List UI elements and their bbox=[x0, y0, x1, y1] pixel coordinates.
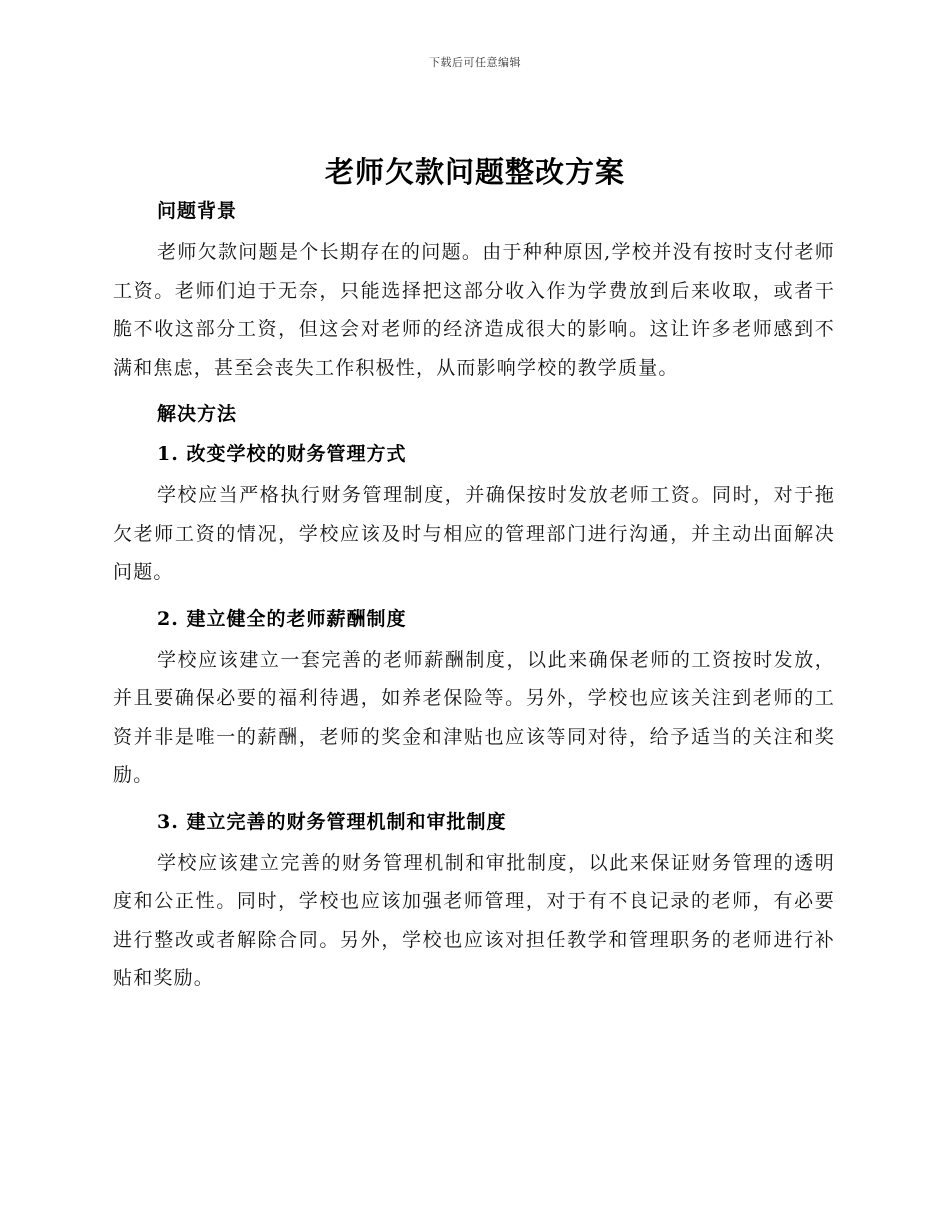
section-heading: 问题背景 bbox=[157, 200, 238, 222]
section-paragraph: 学校应该建立一套完善的老师薪酬制度，以此来确保老师的工资按时发放，并且要确保必要的福利待遇，如养老保险等。另外，学校也应该关注到老师的工资并非是唯一的薪酬，老师的奖金和津贴也应该等同对待，给予适当的关注和奖励。 bbox=[113, 648, 835, 786]
section-solution-3 bbox=[113, 804, 835, 998]
document-title: 老师欠款问题整改方案 bbox=[324, 155, 625, 189]
section-heading: 2. 建立健全的老师薪酬制度 bbox=[157, 607, 407, 630]
section-heading: 3. 建立完善的财务管理机制和审批制度 bbox=[157, 810, 507, 833]
page-header-note: 下载后可任意编辑 bbox=[429, 56, 521, 69]
section-solution-2 bbox=[113, 601, 835, 804]
section-paragraph: 老师欠款问题是个长期存在的问题。由于种种原因,学校并没有按时支付老师工资。老师们迫于无奈，只能选择把这部分收入作为学费放到后来收取，或者干脆不收这部分工资，但这会对老师的经济造成很大的影响。这让许多老师感到不满和焦虑，甚至会丧失工作积极性，从而影响学校的教学质量。 bbox=[113, 241, 835, 379]
section-paragraph: 学校应该建立完善的财务管理机制和审批制度，以此来保证财务管理的透明度和公正性。同时，学校也应该加强老师管理，对于有不良记录的老师，有必要进行整改或者解除合同。另外，学校也应该对担任教学和管理职务的老师进行补贴和奖励。 bbox=[113, 851, 835, 989]
document-body bbox=[113, 193, 835, 998]
section-solutions bbox=[113, 396, 835, 436]
section-heading: 解决方法 bbox=[157, 403, 238, 425]
section-paragraph: 学校应当严格执行财务管理制度，并确保按时发放老师工资。同时，对于拖欠老师工资的情况，学校应该及时与相应的管理部门进行沟通，并主动出面解决问题。 bbox=[113, 484, 835, 583]
section-solution-1 bbox=[113, 436, 835, 601]
section-heading: 1. 改变学校的财务管理方式 bbox=[157, 443, 407, 465]
section-background bbox=[113, 193, 835, 396]
